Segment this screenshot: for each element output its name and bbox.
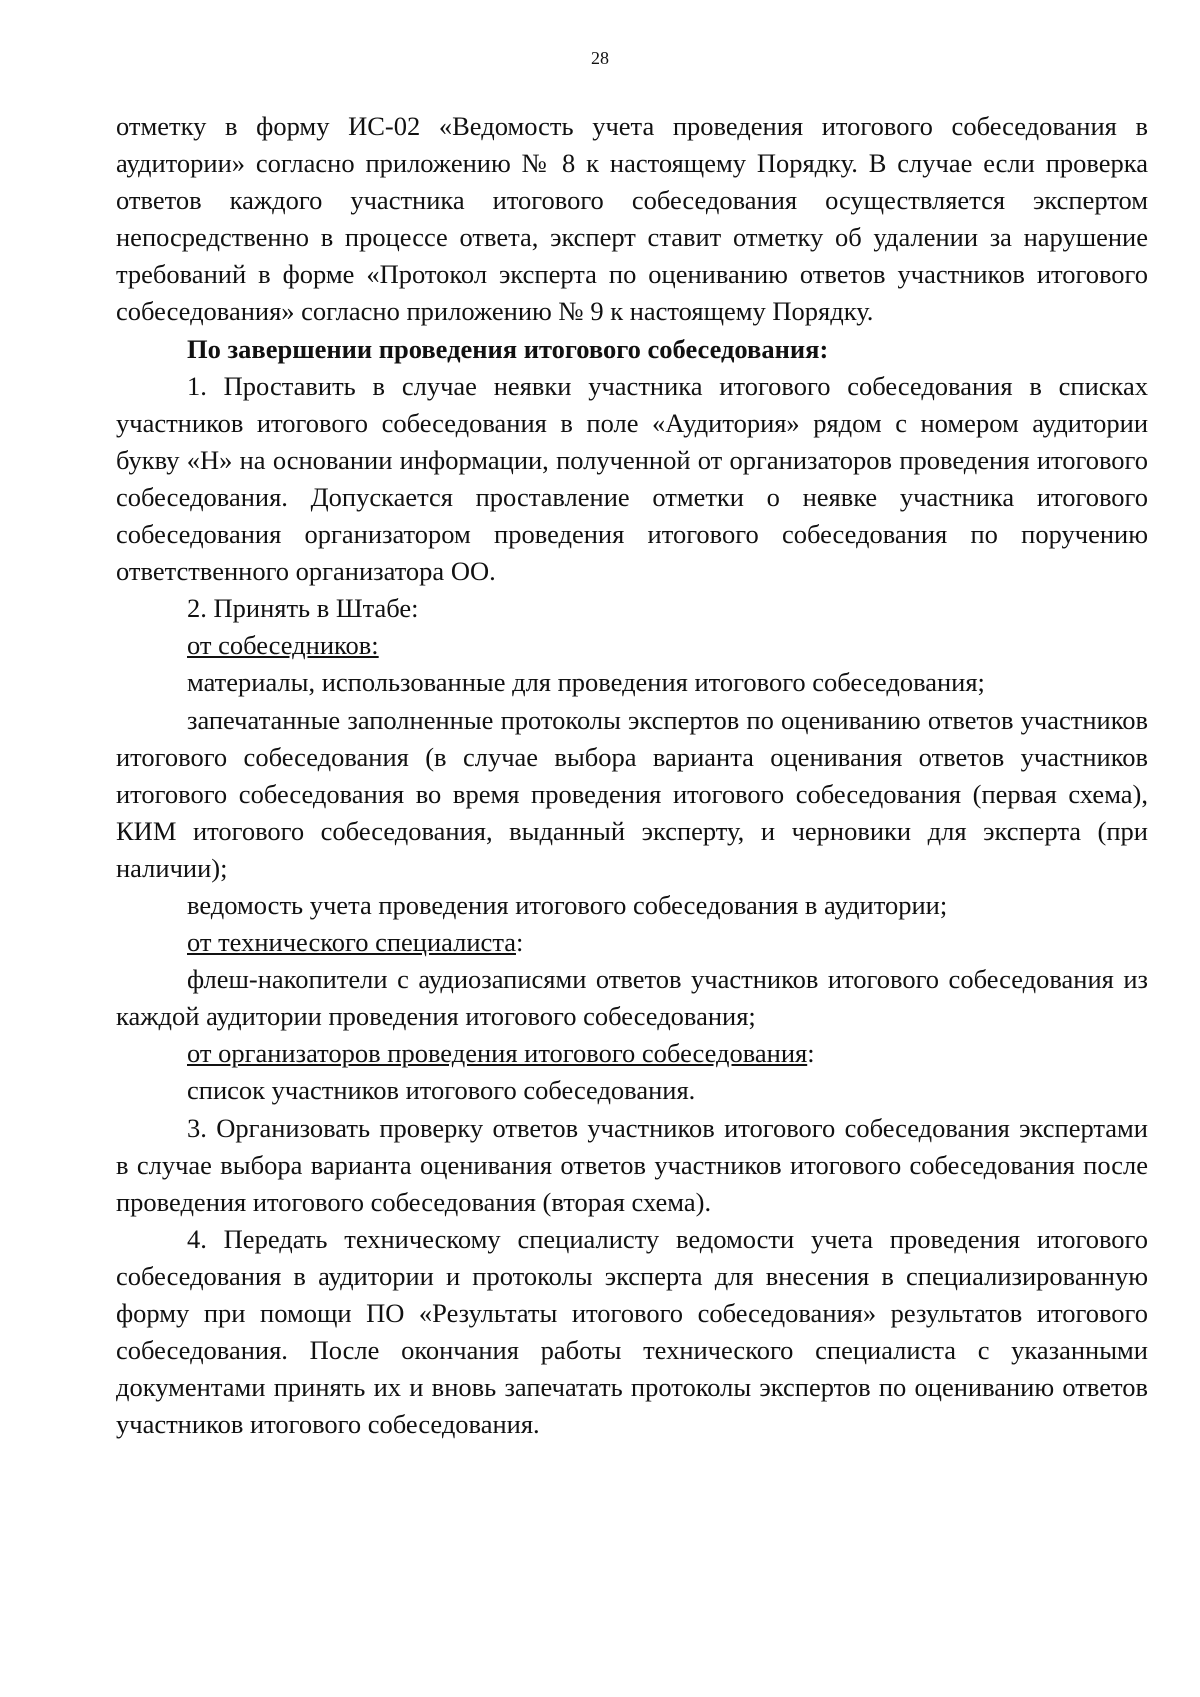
subheading: от собеседников: — [187, 630, 379, 661]
paragraph: материалы, использованные для проведения итогового собеседования; — [187, 667, 985, 698]
document-body — [116, 108, 1148, 1443]
paragraph: ведомость учета проведения итогового собеседования в аудитории; — [187, 889, 948, 920]
subheading-line — [116, 627, 1148, 664]
paragraph: запечатанные заполненные протоколы экспертов по оцениванию ответов участников итогового собеседования (в случае выбора варианта оценивания ответов участников итогового собеседования во время проведения итогового собеседования (первая схема), КИМ итогового собеседования, выданный эксперту, и черновики для эксперта (при наличии); — [116, 704, 1148, 883]
paragraph: флеш-накопители с аудиозаписями ответов участников итогового собеседования из каждой аудитории проведения итогового собеседования; — [116, 964, 1148, 1032]
subheading: от организаторов проведения итогового собеседования — [187, 1038, 808, 1069]
subheading-line — [116, 1035, 1148, 1072]
paragraph: список участников итогового собеседования. — [187, 1075, 696, 1106]
list-item: 1. Проставить в случае неявки участника итогового собеседования в списках участников итогового собеседования в поле «Аудитория» рядом с номером аудитории букву «Н» на основании информации, полученной от организаторов проведения итогового собеседования. Допускается проставление отметки о неявке участника итогового собеседования организатором проведения итогового собеседования по поручению ответственного организатора ОО. — [116, 370, 1148, 587]
paragraph: отметку в форму ИС-02 «Ведомость учета проведения итогового собеседования в аудитории» согласно приложению № 8 к настоящему Порядку. В случае если проверка ответов каждого участника итогового собеседования осуществляется экспертом непосредственно в процессе ответа, эксперт ставит отметку об удалении за нарушение требований в форме «Протокол эксперта по оцениванию ответов участников итогового собеседования» согласно приложению № 9 к настоящему Порядку. — [116, 111, 1148, 327]
subheading-colon: : — [807, 1038, 815, 1069]
section-heading: По завершении проведения итогового собеседования: — [187, 333, 829, 364]
subheading-colon: : — [516, 927, 524, 958]
list-item: 3. Организовать проверку ответов участников итогового собеседования экспертами в случае выбора варианта оценивания ответов участников итогового собеседования после проведения итогового собеседования (вторая схема). — [116, 1112, 1148, 1217]
subheading-line — [116, 924, 1148, 961]
list-item: 4. Передать техническому специалисту ведомости учета проведения итогового собеседования в аудитории и протоколы эксперта для внесения в специализированную форму при помощи ПО «Результаты итогового собеседования» результатов итогового собеседования. После окончания работы технического специалиста с указанными документами принять их и вновь запечатать протоколы экспертов по оцениванию ответов участников итогового собеседования. — [116, 1223, 1148, 1440]
page-number: 28 — [591, 48, 609, 68]
subheading: от технического специалиста — [187, 927, 516, 958]
list-item: 2. Принять в Штабе: — [187, 593, 419, 624]
